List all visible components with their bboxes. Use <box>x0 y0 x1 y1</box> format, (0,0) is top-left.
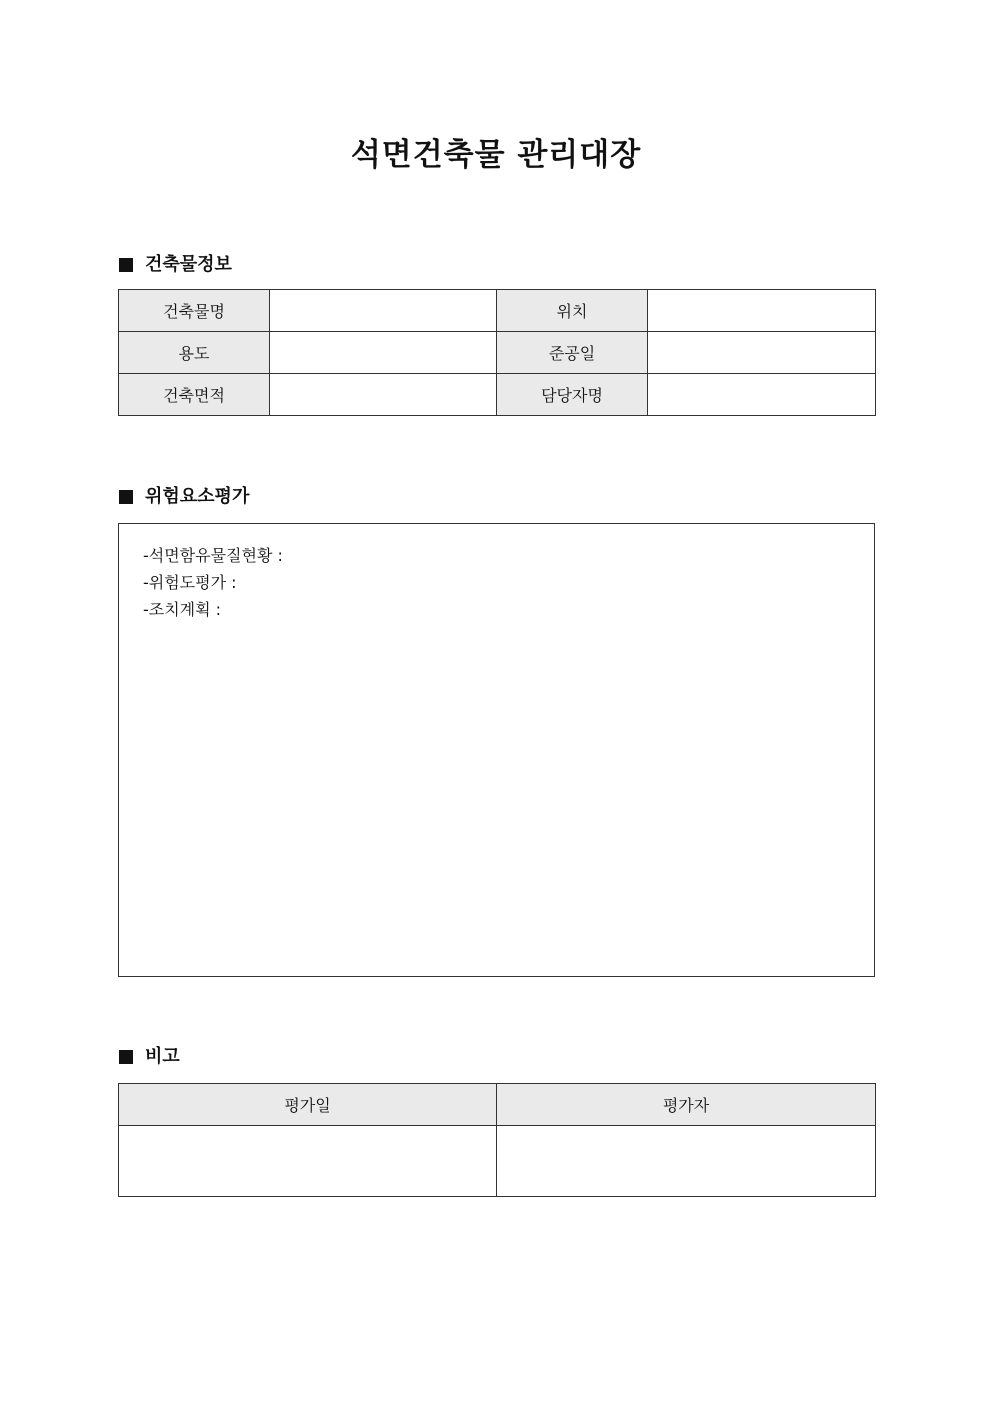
usage-label: 용도 <box>119 332 270 374</box>
building-name-label: 건축물명 <box>119 290 270 332</box>
building-name-field[interactable] <box>270 290 497 332</box>
table-row <box>119 1126 876 1197</box>
asbestos-material-status-line: -석면함유물질현황 : <box>143 546 283 565</box>
table-row <box>119 374 876 416</box>
remarks-table <box>118 1083 876 1197</box>
risk-assessment-box[interactable] <box>118 523 875 977</box>
building-info-table <box>118 289 876 416</box>
table-row <box>119 1084 876 1126</box>
table-row <box>119 290 876 332</box>
document-title: 석면건축물 관리대장 <box>350 137 642 173</box>
table-row <box>119 332 876 374</box>
location-field[interactable] <box>648 290 876 332</box>
building-area-label: 건축면적 <box>119 374 270 416</box>
action-plan-line: -조치계획 : <box>143 600 222 619</box>
evaluation-date-header: 평가일 <box>119 1084 497 1126</box>
remarks-heading <box>119 1045 180 1069</box>
risk-level-evaluation-line: -위험도평가 : <box>143 573 237 592</box>
risk-assessment-heading <box>119 485 249 509</box>
square-bullet-icon <box>119 1050 133 1064</box>
building-info-heading <box>119 253 232 277</box>
usage-field[interactable] <box>270 332 497 374</box>
square-bullet-icon <box>119 258 133 272</box>
completion-date-field[interactable] <box>648 332 876 374</box>
evaluator-field[interactable] <box>497 1126 876 1197</box>
evaluator-header: 평가자 <box>497 1084 876 1126</box>
remarks-heading-text: 비고 <box>145 1046 180 1067</box>
evaluation-date-field[interactable] <box>119 1126 497 1197</box>
building-info-heading-text: 건축물정보 <box>145 254 232 275</box>
square-bullet-icon <box>119 490 133 504</box>
risk-assessment-lines <box>143 542 283 623</box>
manager-name-field[interactable] <box>648 374 876 416</box>
completion-date-label: 준공일 <box>497 332 648 374</box>
manager-name-label: 담당자명 <box>497 374 648 416</box>
building-area-field[interactable] <box>270 374 497 416</box>
risk-assessment-heading-text: 위험요소평가 <box>145 486 250 507</box>
location-label: 위치 <box>497 290 648 332</box>
